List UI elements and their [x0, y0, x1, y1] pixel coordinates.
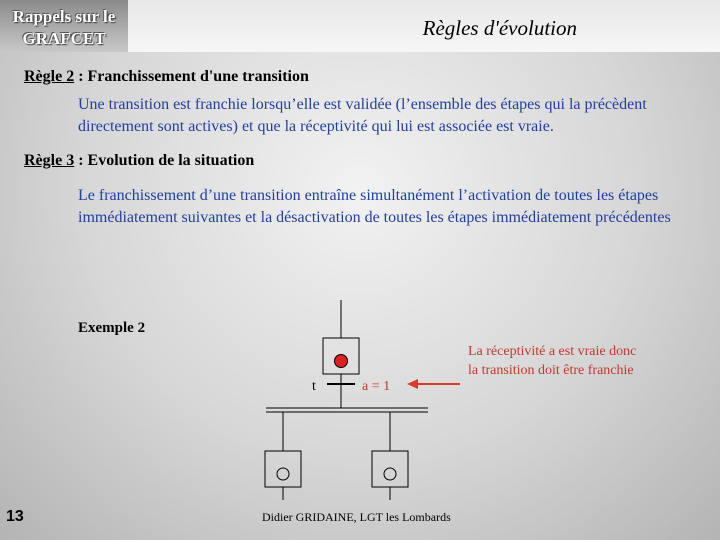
transition-name: t — [312, 379, 316, 394]
rule-2-title: : Franchissement d'une transition — [74, 68, 309, 85]
rule-3-title: : Evolution de la situation — [74, 152, 255, 169]
receptivity: a = 1 — [362, 379, 391, 394]
arrow-head-icon — [407, 379, 418, 389]
rule-3-label: Règle 3 — [24, 152, 75, 169]
course-title: Rappels sur le GRAFCET — [12, 7, 116, 48]
inactive-token-left — [277, 468, 289, 480]
example-label: Exemple 2 — [78, 320, 146, 336]
inactive-token-right — [384, 468, 396, 480]
slide-title: Règles d'évolution — [422, 16, 577, 40]
step-following-right — [372, 451, 408, 487]
rule-3-text: Le franchissement d’une transition entraîne simultanément l’activation de toutes les étapes immédiatement suivantes et la désactivation de toutes les étapes immédiatement précédentes — [78, 187, 671, 226]
step-following-left — [265, 451, 301, 487]
active-token — [335, 355, 348, 368]
rule-2-text: Une transition est franchie lorsqu’elle est validée (l’ensemble des étapes qui la précèdent directement sont actives) et que la réceptivité qui lui est associée est vraie. — [78, 96, 647, 135]
rule-2-label: Règle 2 — [24, 68, 75, 85]
receptivity-note: La réceptivité a est vraie donc la transition doit être franchie — [468, 344, 637, 378]
slide-number: 13 — [6, 508, 24, 525]
footer-author: Didier GRIDAINE, LGT les Lombards — [262, 510, 451, 524]
